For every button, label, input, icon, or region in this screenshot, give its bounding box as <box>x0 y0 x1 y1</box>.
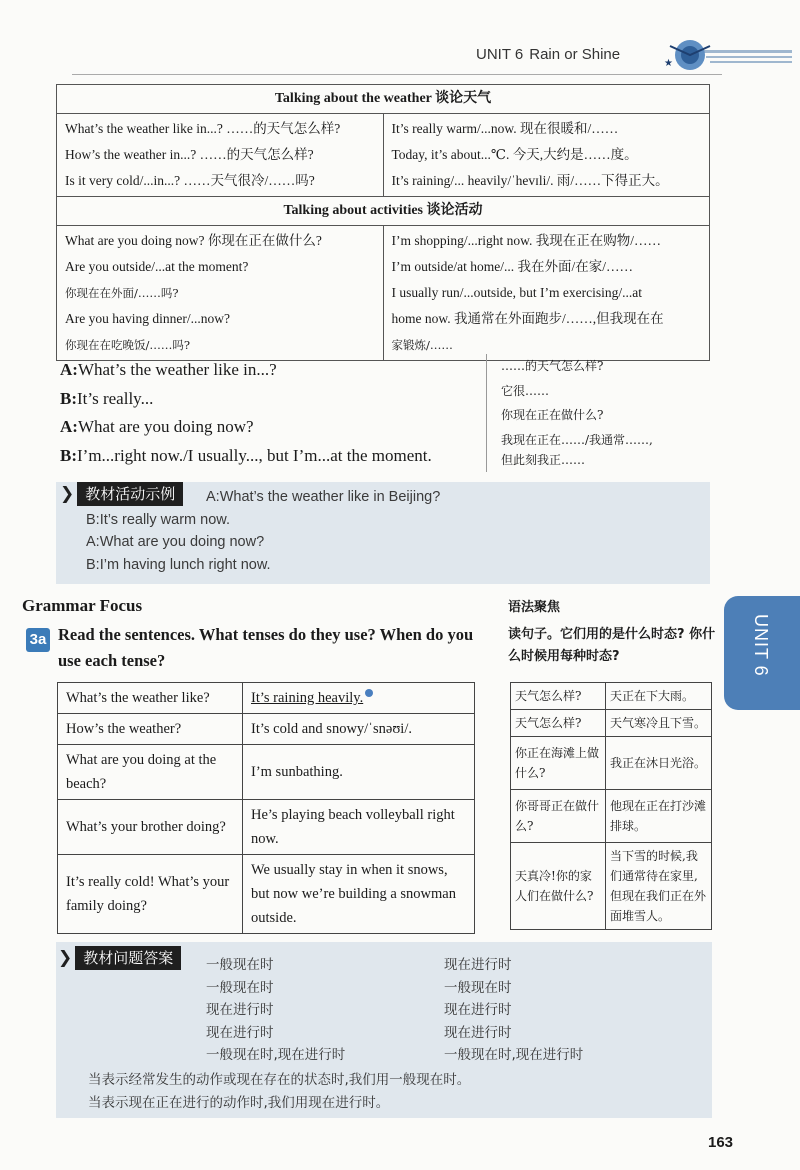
dialogue <box>60 356 432 470</box>
example-tag-label: 教材活动示例 <box>77 482 183 506</box>
table-row: What are you doing at the beach? I’m sunbathing. <box>58 745 475 800</box>
functional-language-table <box>56 84 710 361</box>
grammar-cn-table <box>510 682 712 930</box>
grammar-cn-title: 语法聚焦 <box>508 600 561 615</box>
exercise-badge: 3a <box>26 628 50 652</box>
weather-right-2: Today, it’s about...℃. 今天,大约是……度。 <box>391 147 638 162</box>
note-line: 我现在正在……/我通常……, <box>501 432 653 447</box>
audio-dot-icon <box>365 689 373 697</box>
activities-left-5: 你现在在吃晚饭/……吗? <box>65 338 191 352</box>
unit-emblem-icon <box>662 36 792 74</box>
side-tab-label: UNIT 6 <box>751 614 771 677</box>
activities-heading: Talking about activities 谈论活动 <box>57 197 710 226</box>
example-line: B:It’s really warm now. <box>86 511 230 528</box>
note-line: 但此刻我正…… <box>501 453 586 467</box>
example-line: B:I’m having lunch right now. <box>86 556 271 573</box>
activities-left-2: Are you outside/...at the moment? <box>65 259 249 274</box>
note-line: 你现在正在做什么? <box>501 408 604 422</box>
dialogue-line: B:I’m...right now./I usually..., but I’m...at the moment. <box>60 445 432 465</box>
note-line: 它很…… <box>501 383 550 398</box>
table-row: What’s the weather like? It’s raining heavily. <box>58 683 475 714</box>
answer-item: 现在进行时 <box>444 957 512 973</box>
table-row: It’s really cold! What’s your family doing? We usually stay in when it snows, but now we’re building a snowman outside. <box>58 855 475 934</box>
table-row: 你正在海滩上做什么? 我正在沐日光浴。 <box>511 737 712 790</box>
dialogue-line: B:It’s really... <box>60 388 154 408</box>
dialogue-line: A:What are you doing now? <box>60 417 254 436</box>
unit-side-tab <box>724 596 800 710</box>
weather-right-3: It’s raining/... heavily/ˈhevɪli/. 雨/……下得正大。 <box>391 173 669 188</box>
activities-left-4: Are you having dinner/...now? <box>65 311 230 326</box>
answer-item: 现在进行时 <box>444 1002 512 1018</box>
activities-right-3: I usually run/...outside, but I’m exercising/...at <box>391 285 642 300</box>
weather-heading: Talking about the weather 谈论天气 <box>57 85 710 114</box>
answer-item: 现在进行时 <box>206 1002 274 1018</box>
weather-right-1: It’s really warm/...now. 现在很暖和/…… <box>391 121 619 136</box>
answers-notes <box>88 1069 470 1114</box>
header-rule <box>72 74 722 75</box>
answer-item: 一般现在时,现在进行时 <box>444 1047 584 1063</box>
example-line: A:What’s the weather like in Beijing? <box>206 489 441 505</box>
answer-note: 当表示经常发生的动作或现在存在的状态时,我们用一般现在时。 <box>88 1072 471 1088</box>
weather-left-3: Is it very cold/...in...? ……天气很冷/……吗? <box>65 173 315 188</box>
note-line: ……的天气怎么样? <box>501 359 604 373</box>
answer-item: 一般现在时 <box>206 979 274 996</box>
answers-tag <box>58 946 181 970</box>
dialogue-line: A:What’s the weather like in...? <box>60 360 277 379</box>
activities-right-2: I’m outside/at home/... 我在外面/在家/…… <box>391 259 633 274</box>
weather-left-2: How’s the weather in...? ……的天气怎么样? <box>65 147 314 162</box>
table-row: 天气怎么样? 天气寒冷且下雪。 <box>511 710 712 737</box>
answers-tag-label: 教材问题答案 <box>75 946 181 970</box>
activities-right-5: 家锻炼/…… <box>391 338 453 352</box>
unit-header <box>476 46 620 63</box>
table-row: 天气怎么样? 天正在下大雨。 <box>511 683 712 710</box>
example-line: A:What are you doing now? <box>86 534 265 550</box>
answer-note: 当表示现在正在进行的动作时,我们用现在进行时。 <box>88 1094 390 1111</box>
activities-left-3: 你现在在外面/……吗? <box>65 286 179 300</box>
example-lines <box>86 486 440 576</box>
page-number: 163 <box>708 1134 734 1151</box>
dialogue-notes <box>486 354 731 472</box>
activities-right-4: home now. 我通常在外面跑步/……,但我现在在 <box>391 311 664 326</box>
activities-right-1: I’m shopping/...right now. 我现在正在购物/…… <box>391 233 661 248</box>
table-row: 天真冷!你的家人们在做什么? 当下雪的时候,我们通常待在家里,但现在我们正在外面堆雪人。 <box>511 843 712 930</box>
table-row: What’s your brother doing? He’s playing beach volleyball right now. <box>58 800 475 855</box>
answer-item: 现在进行时 <box>206 1024 274 1041</box>
chevron-right-icon: ❯ <box>60 484 75 504</box>
weather-left-1: What’s the weather like in...? ……的天气怎么样? <box>65 121 341 136</box>
unit-title: Rain or Shine <box>529 46 621 63</box>
chevron-right-icon: ❯ <box>58 948 73 968</box>
answer-item: 一般现在时,现在进行时 <box>206 1047 346 1063</box>
grammar-cn-instruction: 读句子。它们用的是什么时态? 你什么时候用每种时态? <box>508 627 716 664</box>
svg-text:★: ★ <box>664 58 673 69</box>
table-row: How’s the weather? It’s cold and snowy/ˈsnəʊi/. <box>58 714 475 745</box>
table-row: 你哥哥正在做什么? 他现在正在打沙滩排球。 <box>511 790 712 843</box>
answer-item: 一般现在时 <box>444 979 512 996</box>
activities-left-1: What are you doing now? 你现在正在做什么? <box>65 233 322 248</box>
unit-label: UNIT 6 <box>476 46 524 63</box>
answers-right-column <box>444 954 583 1067</box>
grammar-instruction: Read the sentences. What tenses do they use? When do you use each tense? <box>58 625 474 670</box>
answer-item: 现在进行时 <box>444 1024 512 1041</box>
grammar-title: Grammar Focus <box>22 596 143 615</box>
answer-item: 一般现在时 <box>206 957 274 973</box>
grammar-table <box>57 682 475 934</box>
answers-left-column <box>206 954 345 1067</box>
